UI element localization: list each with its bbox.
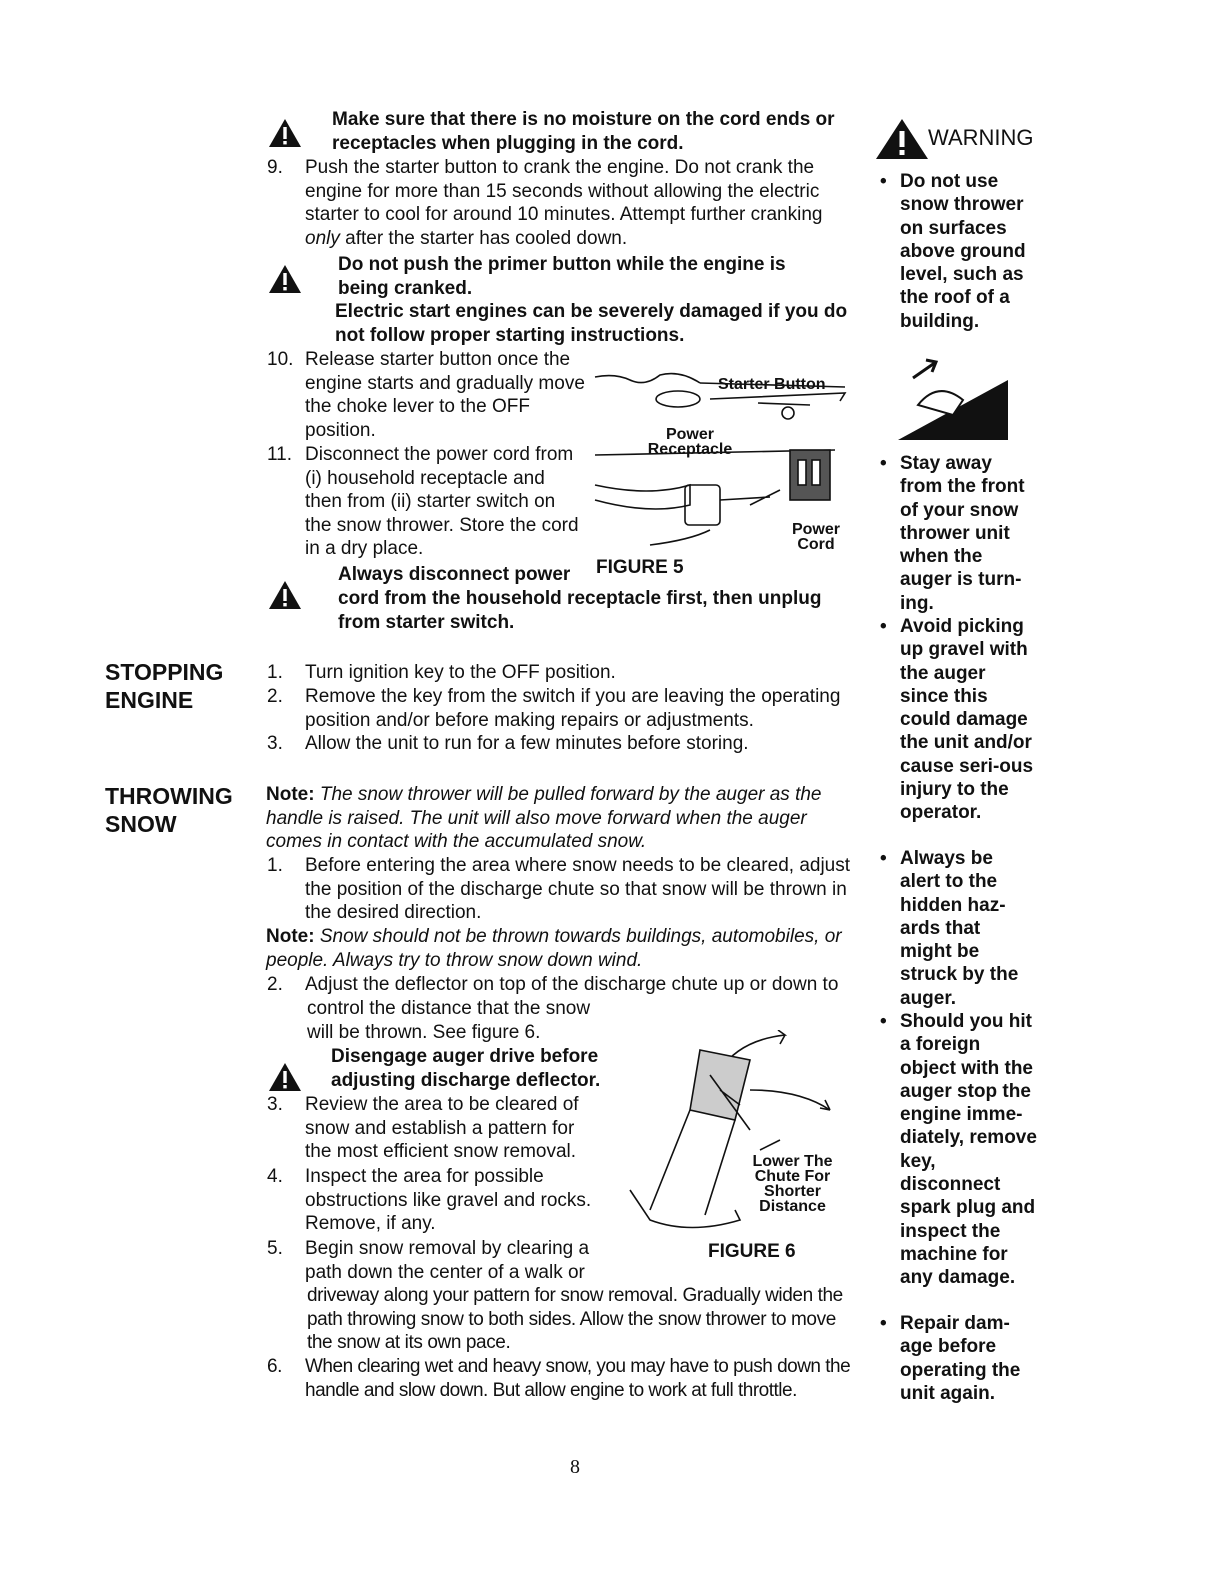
stop-step-2	[267, 685, 865, 732]
step-text: Inspect the area for possible obstructions like gravel and rocks. Remove, if any.	[305, 1166, 592, 1235]
step-text: Review the area to be cleared of snow and establish a pattern for the most efficient snow removal.	[305, 1094, 579, 1163]
step-number: 6.	[267, 1356, 282, 1377]
bullet-text: Avoid picking up gravel with the auger since this could damage the unit and/or cause seri-ous injury to the operator.	[900, 616, 1034, 824]
section-heading-throwing-snow: THROWING SNOW	[105, 783, 233, 837]
step-text: after the starter has cooled down.	[339, 227, 628, 249]
step-number: 2.	[267, 686, 283, 707]
step-text: Adjust the deflector on top of the discharge chute up or down to	[305, 974, 839, 995]
section-heading-stopping-engine: STOPPING ENGINE	[105, 659, 224, 713]
throw-step-2	[267, 973, 865, 997]
warning-triangle-icon	[268, 1062, 302, 1092]
sidebar-bullet: • Avoid picking up gravel with the auger since this could damage the unit and/or cause seri-ous injury to the operator.	[880, 616, 1034, 824]
step-text: Turn ignition key to the OFF position.	[305, 662, 616, 683]
power-cord-label: Power Cord	[791, 521, 840, 553]
electric-start-warning: Electric start engines can be severely damaged if you do not follow proper starting instructions.	[335, 301, 848, 346]
step-text: Begin snow removal by clearing a path down the center of a walk or	[305, 1238, 590, 1283]
step-text-italic: only	[305, 227, 340, 249]
step-number: 11.	[267, 444, 293, 465]
stop-step-3	[267, 732, 865, 756]
step-text: Disconnect the power cord from (i) household receptacle and then from (ii) starter switch on the snow thrower. Store the cord in a dry place.	[305, 444, 579, 560]
bullet-text: Repair dam-age before operating the unit again.	[900, 1313, 1021, 1404]
disconnect-warning-line1: Always disconnect power	[338, 564, 571, 585]
step-text: Push the starter button to crank the engine. Do not crank the engine for more than 15 seconds without allowing the electric starter to cool for around 10 minutes. Attempt further cranking	[305, 157, 823, 226]
step-text: Before entering the area where snow needs to be cleared, adjust the position of the discharge chute so that snow will be thrown in the desired direction.	[305, 855, 851, 924]
primer-warning: Do not push the primer button while the engine is being cranked.	[338, 254, 786, 299]
step-9	[267, 156, 855, 250]
starter-button-label: Starter Button	[718, 376, 826, 393]
warning-triangle-icon	[268, 118, 302, 148]
sidebar-bullet: • Should you hit a foreign object with the auger stop the engine imme-diately, remove key, disconnect spark plug and inspect the machine for any damage.	[880, 1011, 1037, 1289]
step-text: When clearing wet and heavy snow, you may have to push down the handle and slow down. But allow engine to work at full throttle.	[305, 1356, 851, 1401]
bullet-text: Stay away from the front of your snow thrower unit when the auger is turn-ing.	[900, 453, 1025, 614]
throw-step-5-cont: driveway along your pattern for snow removal. Gradually widen the path throwing snow to both sides. Allow the snow thrower to move the snow at its own pace.	[307, 1285, 843, 1354]
step-number: 2.	[267, 974, 283, 995]
figure-5-caption: FIGURE 5	[596, 557, 684, 578]
warning-header-icon	[874, 117, 930, 161]
warning-triangle-icon	[268, 580, 302, 610]
step-number: 3.	[267, 733, 283, 754]
moisture-warning: Make sure that there is no moisture on the cord ends or receptacles when plugging in the cord.	[332, 109, 835, 154]
step-text: Remove the key from the switch if you are leaving the operating position and/or before making repairs or adjustments.	[305, 686, 841, 731]
sidebar-bullet: • Do not use snow thrower on surfaces above ground level, such as the roof of a building.	[880, 171, 1026, 332]
sidebar-bullet: • Stay away from the front of your snow thrower unit when the auger is turn-ing.	[880, 453, 1025, 614]
sidebar-bullet: • Repair dam-age before operating the unit again.	[880, 1313, 1021, 1404]
sidebar-bullet: • Always be alert to the hidden haz-ards that might be struck by the auger.	[880, 848, 1019, 1009]
page-number: 8	[570, 1456, 580, 1478]
throw-step-1	[267, 854, 860, 925]
note-label: Note:	[266, 784, 315, 805]
step-10	[267, 348, 585, 442]
sidebar-warning-title: WARNING	[928, 125, 1034, 150]
note-text: The snow thrower will be pulled forward by the auger as the handle is raised. The unit will also move forward when the auger comes in contact with the accumulated snow.	[266, 784, 822, 853]
step-number: 10.	[267, 349, 294, 370]
bullet-text: Always be alert to the hidden haz-ards that might be struck by the auger.	[900, 848, 1019, 1009]
disconnect-warning-line2: cord from the household receptacle first, then unplug from starter switch.	[338, 588, 822, 633]
throw-step-6	[267, 1355, 865, 1402]
throw-step-4	[267, 1165, 615, 1236]
step-number: 5.	[267, 1238, 283, 1259]
note-auger-pull	[266, 783, 864, 854]
step-text: Release starter button once the engine starts and gradually move the choke lever to the OFF position.	[305, 349, 585, 441]
bullet-text: Do not use snow thrower on surfaces above ground level, such as the roof of a building.	[900, 171, 1026, 332]
step-number: 9.	[267, 157, 283, 178]
throw-step-5	[267, 1237, 605, 1284]
roof-fall-hazard-icon	[898, 350, 1008, 440]
note-text: Snow should not be thrown towards buildings, automobiles, or people. Always try to throw snow down wind.	[266, 926, 842, 971]
step-number: 1.	[267, 662, 283, 683]
deflector-warning: Disengage auger drive before adjusting discharge deflector.	[331, 1046, 601, 1091]
throw-step-3	[267, 1093, 605, 1164]
step-number: 3.	[267, 1094, 283, 1115]
step-text: Allow the unit to run for a few minutes before storing.	[305, 733, 749, 754]
power-receptacle-label: Power Receptacle	[647, 426, 733, 458]
note-label: Note:	[266, 926, 315, 947]
lower-chute-label: Lower The Chute For Shorter Distance	[752, 1153, 833, 1215]
figure-6-caption: FIGURE 6	[708, 1241, 796, 1262]
note-direction	[266, 925, 866, 972]
bullet-text: Should you hit a foreign object with the auger stop the engine imme-diately, remove key, disconnect spark plug and inspect the machine for any damage.	[900, 1011, 1037, 1289]
throw-step-2-cont: control the distance that the snow will be thrown. See figure 6.	[307, 998, 591, 1043]
step-number: 1.	[267, 855, 283, 876]
step-number: 4.	[267, 1166, 283, 1187]
stop-step-1	[267, 661, 865, 685]
step-11	[267, 443, 585, 561]
warning-triangle-icon	[268, 264, 302, 294]
